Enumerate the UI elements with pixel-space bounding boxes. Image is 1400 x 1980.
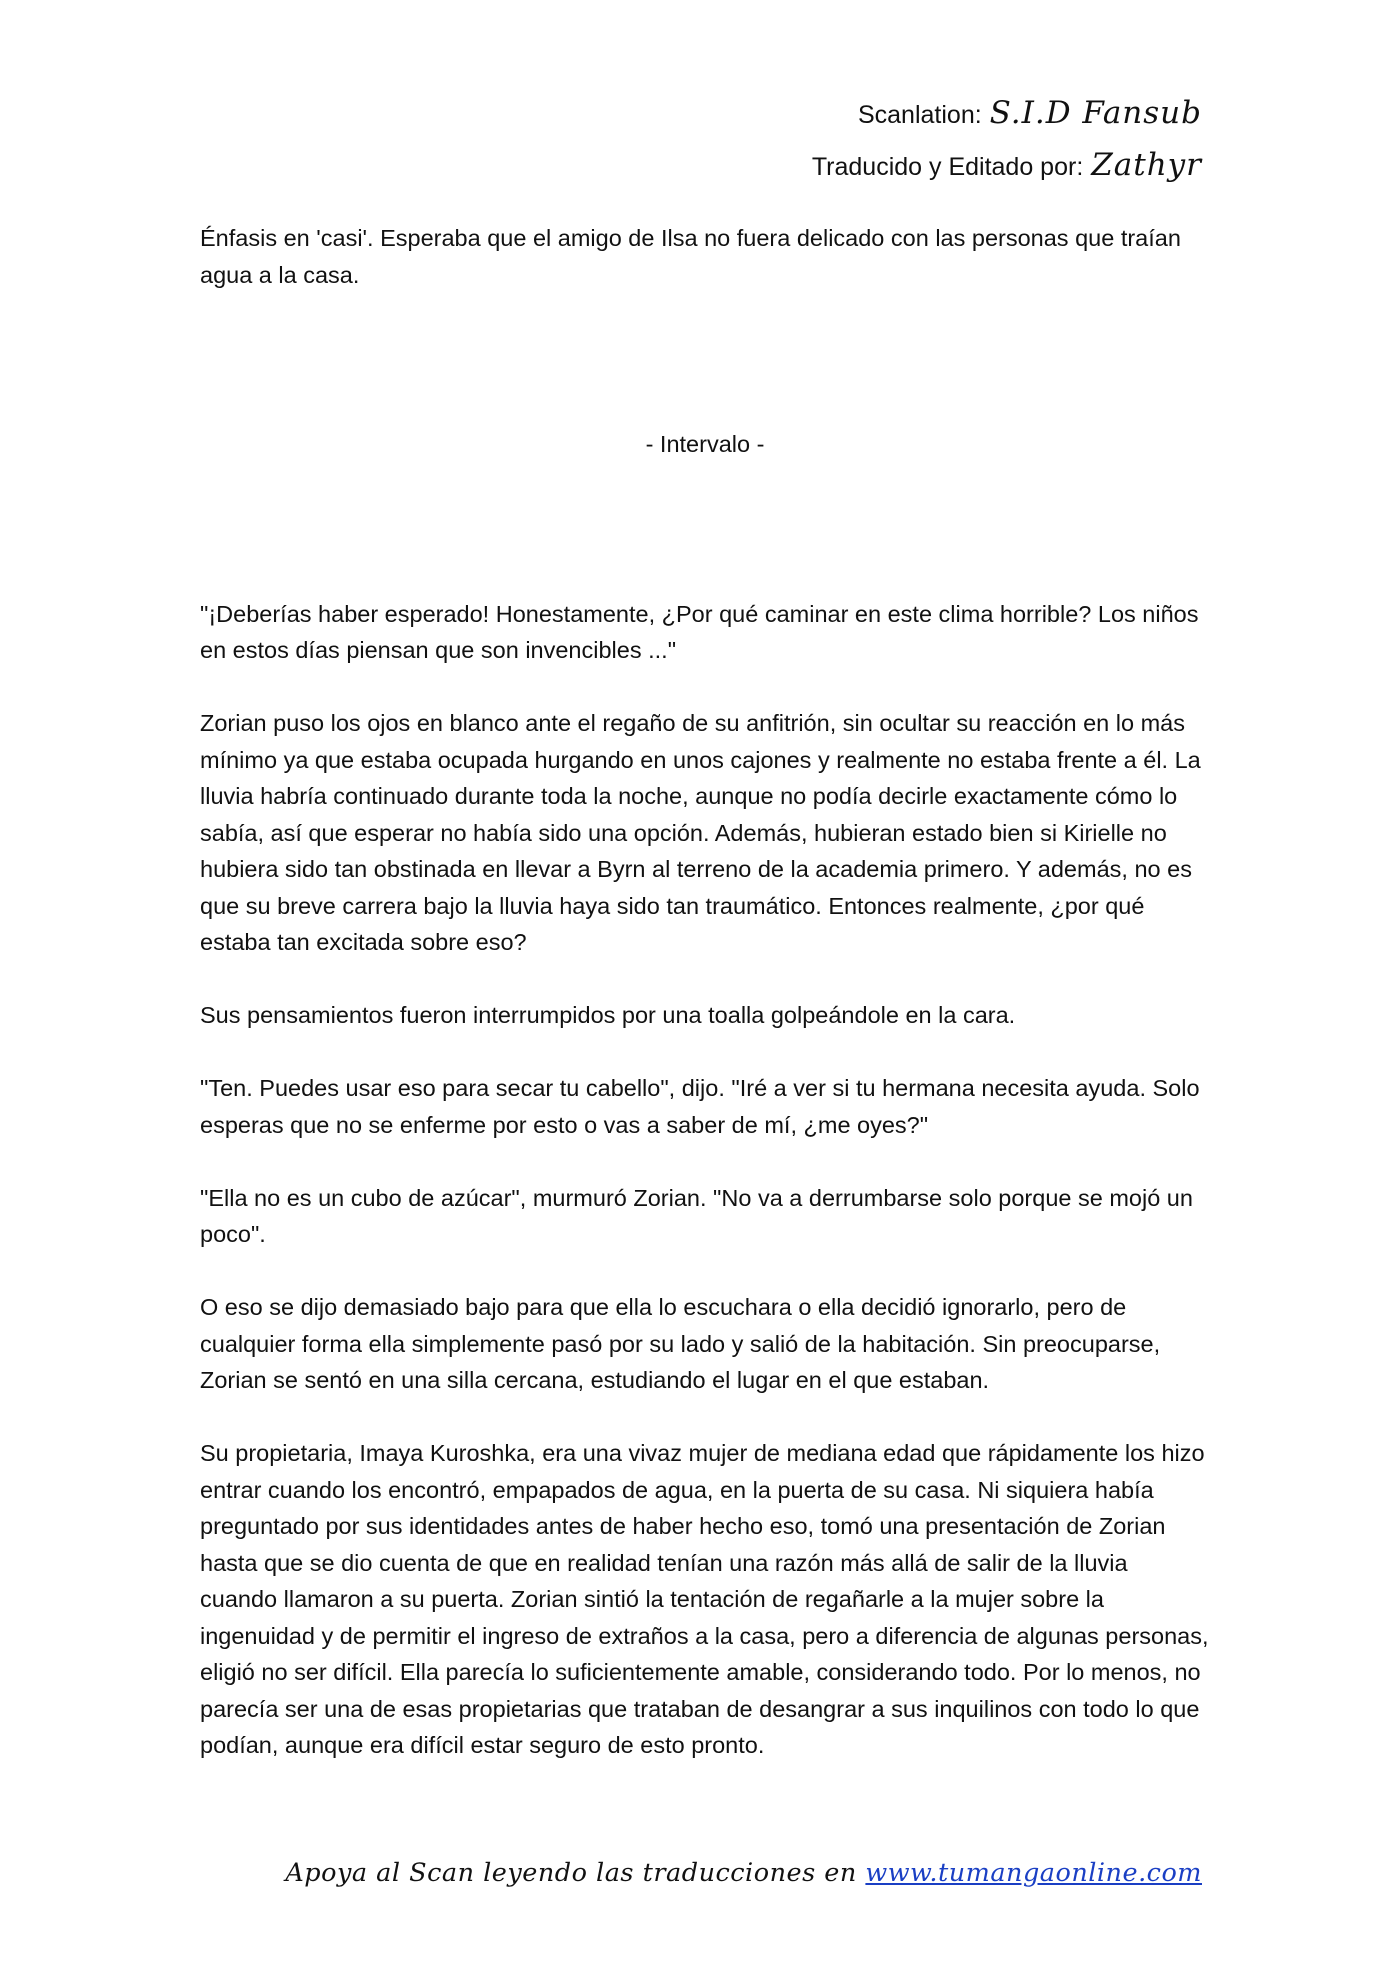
paragraph: Su propietaria, Imaya Kuroshka, era una vivaz mujer de mediana edad que rápidamente los hizo entrar cuando los encontró, empapados de agua, en la puerta de su casa. Ni siquiera había preguntado por sus identidades antes de haber hecho eso, tomó una presentación de Zorian hasta que se dio cuenta de que en realidad tenían una razón más allá de salir de la lluvia cuando llamaron a su puerta. Zorian sintió la tentación de regañarle a la mujer sobre la ingenuidad y de permitir el ingreso de extraños a la casa, pero a diferencia de algunas personas, eligió no ser difícil. Ella parecía lo suficientemente amable, considerando todo. Por lo menos, no parecía ser una de esas propietarias que trataban de desangrar a sus inquilinos con todo lo que podían, aunque era difícil estar seguro de esto pronto.: [200, 1440, 1209, 1758]
translator-credit: [812, 140, 1202, 192]
scanlation-label: Scanlation:: [857, 101, 982, 129]
translator-label: Traducido y Editado por:: [811, 153, 1084, 181]
paragraph: "Ten. Puedes usar eso para secar tu cabello", dijo. "Iré a ver si tu hermana necesita ayuda. Solo esperas que no se enferme por esto o vas a saber de mí, ¿me oyes?": [200, 1075, 1200, 1138]
footer-note: [285, 1858, 1202, 1888]
paragraph: "¡Deberías haber esperado! Honestamente, ¿Por qué caminar en este clima horrible? Los niños en estos días piensan que son invencibles ...": [200, 600, 1199, 663]
translator-name: Zathyr: [1091, 147, 1202, 183]
chapter-body: [200, 220, 1210, 1764]
paragraph: Énfasis en 'casi'. Esperaba que el amigo de Ilsa no fuera delicado con las personas que traían agua a la casa.: [200, 225, 1181, 288]
paragraph: Zorian puso los ojos en blanco ante el regaño de su anfitrión, sin ocultar su reacción en lo más mínimo ya que estaba ocupada hurgando en unos cajones y realmente no estaba frente a él. La lluvia habría continuado durante toda la noche, aunque no podía decirle exactamente cómo lo sabía, así que esperar no había sido una opción. Además, hubieran estado bien si Kirielle no hubiera sido tan obstinada en llevar a Byrn al terreno de la academia primero. Y además, no es que su breve carrera bajo la lluvia haya sido tan traumático. Entonces realmente, ¿por qué estaba tan excitada sobre eso?: [200, 710, 1201, 955]
scanlation-group: S.I.D Fansub: [989, 95, 1202, 131]
paragraph: Sus pensamientos fueron interrumpidos por una toalla golpeándole en la cara.: [200, 1002, 1016, 1028]
footer-text: Apoya al Scan leyendo las traducciones en: [285, 1858, 857, 1888]
footer-link[interactable]: www.tumangaonline.com: [865, 1858, 1202, 1888]
paragraph: "Ella no es un cubo de azúcar", murmuró Zorian. "No va a derrumbarse solo porque se mojó un poco".: [200, 1184, 1193, 1247]
interval-separator: - Intervalo -: [645, 431, 765, 457]
paragraph: O eso se dijo demasiado bajo para que ella lo escuchara o ella decidió ignorarlo, pero de cualquier forma ella simplemente pasó por su lado y salió de la habitación. Sin preocuparse, Zorian se sentó en una silla cercana, estudiando el lugar en el que estaban.: [200, 1294, 1161, 1393]
scanlation-credit: [812, 88, 1202, 140]
credits-block: [812, 88, 1202, 192]
